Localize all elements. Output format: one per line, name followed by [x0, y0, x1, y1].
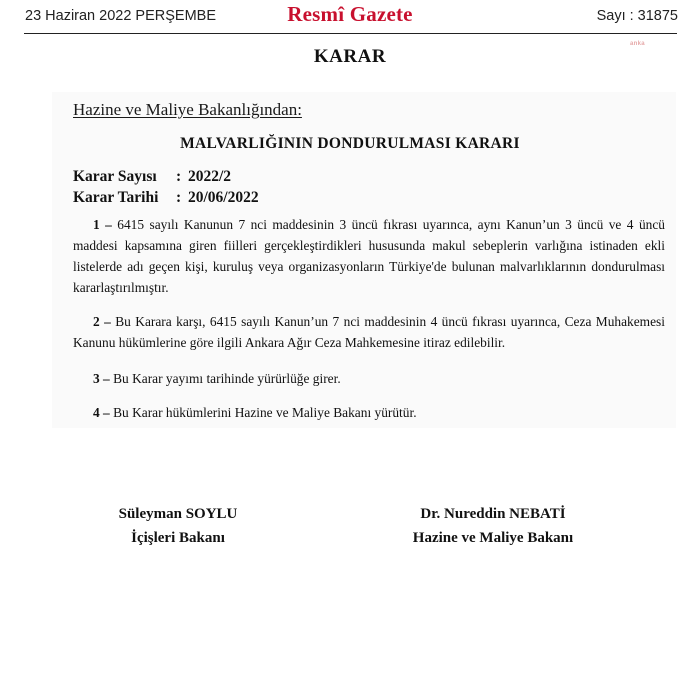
- decision-date-value: 20/06/2022: [188, 189, 259, 206]
- watermark-logo: anka: [630, 41, 645, 47]
- decision-date-colon: :: [176, 189, 182, 206]
- signatory-interior-minister: [80, 502, 276, 550]
- article-2-text: Bu Karara karşı, 6415 sayılı Kanun’un 7 nci maddesinin 4 üncü fıkrası uyarınca, Ceza Muhakemesi Kanunu hükümlerine göre ilgili Ankara Ağır Ceza Mahkemesine itiraz edilebilir.: [73, 314, 665, 350]
- decision-date-label: Karar Tarihi: [73, 189, 159, 206]
- gazette-header: [0, 0, 700, 36]
- decision-number-colon: :: [176, 168, 182, 185]
- decision-title: MALVARLIĞININ DONDURULMASI KARARI: [180, 135, 520, 152]
- signatory-title: İçişleri Bakanı: [131, 530, 225, 546]
- signatory-finance-minister: [395, 502, 591, 550]
- header-divider: [24, 33, 677, 34]
- issuing-ministry: Hazine ve Maliye Bakanlığından:: [73, 100, 302, 119]
- article-4-number: 4 –: [93, 405, 110, 420]
- gazette-title: Resmî Gazete: [287, 2, 413, 26]
- article-3: [73, 368, 665, 389]
- article-3-text: Bu Karar yayımı tarihinde yürürlüğe girer.: [113, 371, 341, 386]
- decision-number-label: Karar Sayısı: [73, 168, 157, 185]
- signatory-title: Hazine ve Maliye Bakanı: [412, 530, 574, 546]
- decision-number-value: 2022/2: [188, 168, 232, 185]
- decision-number-row: [73, 168, 231, 186]
- signatory-name: Dr. Nureddin NEBATİ: [420, 506, 566, 522]
- document-type-heading: KARAR: [313, 46, 387, 67]
- article-2: [73, 311, 665, 353]
- article-1-text: 6415 sayılı Kanunun 7 nci maddesinin 3 üncü fıkrası uyarınca, aynı Kanun’un 3 üncü ve 4 üncü maddesi kapsamına giren fiilleri gerçekleştirdikleri hususunda makul sebeplerin varlığına istinaden ekli listelerde adı geçen kişi, kuruluş veya organizasyonların Türkiye'de bulunan malvarlıklarının dondurulması kararlaştırılmıştır.: [73, 217, 665, 295]
- article-1-number: 1 –: [93, 217, 112, 232]
- article-4-text: Bu Karar hükümlerini Hazine ve Maliye Bakanı yürütür.: [113, 405, 417, 420]
- decision-date-row: [73, 189, 259, 207]
- issue-date: 23 Haziran 2022 PERŞEMBE: [25, 8, 217, 24]
- issue-number: Sayı : 31875: [596, 8, 678, 24]
- article-2-number: 2 –: [93, 314, 111, 329]
- article-4: [73, 402, 665, 423]
- article-3-number: 3 –: [93, 371, 110, 386]
- article-1: [73, 214, 665, 298]
- signatory-name: Süleyman SOYLU: [118, 506, 238, 522]
